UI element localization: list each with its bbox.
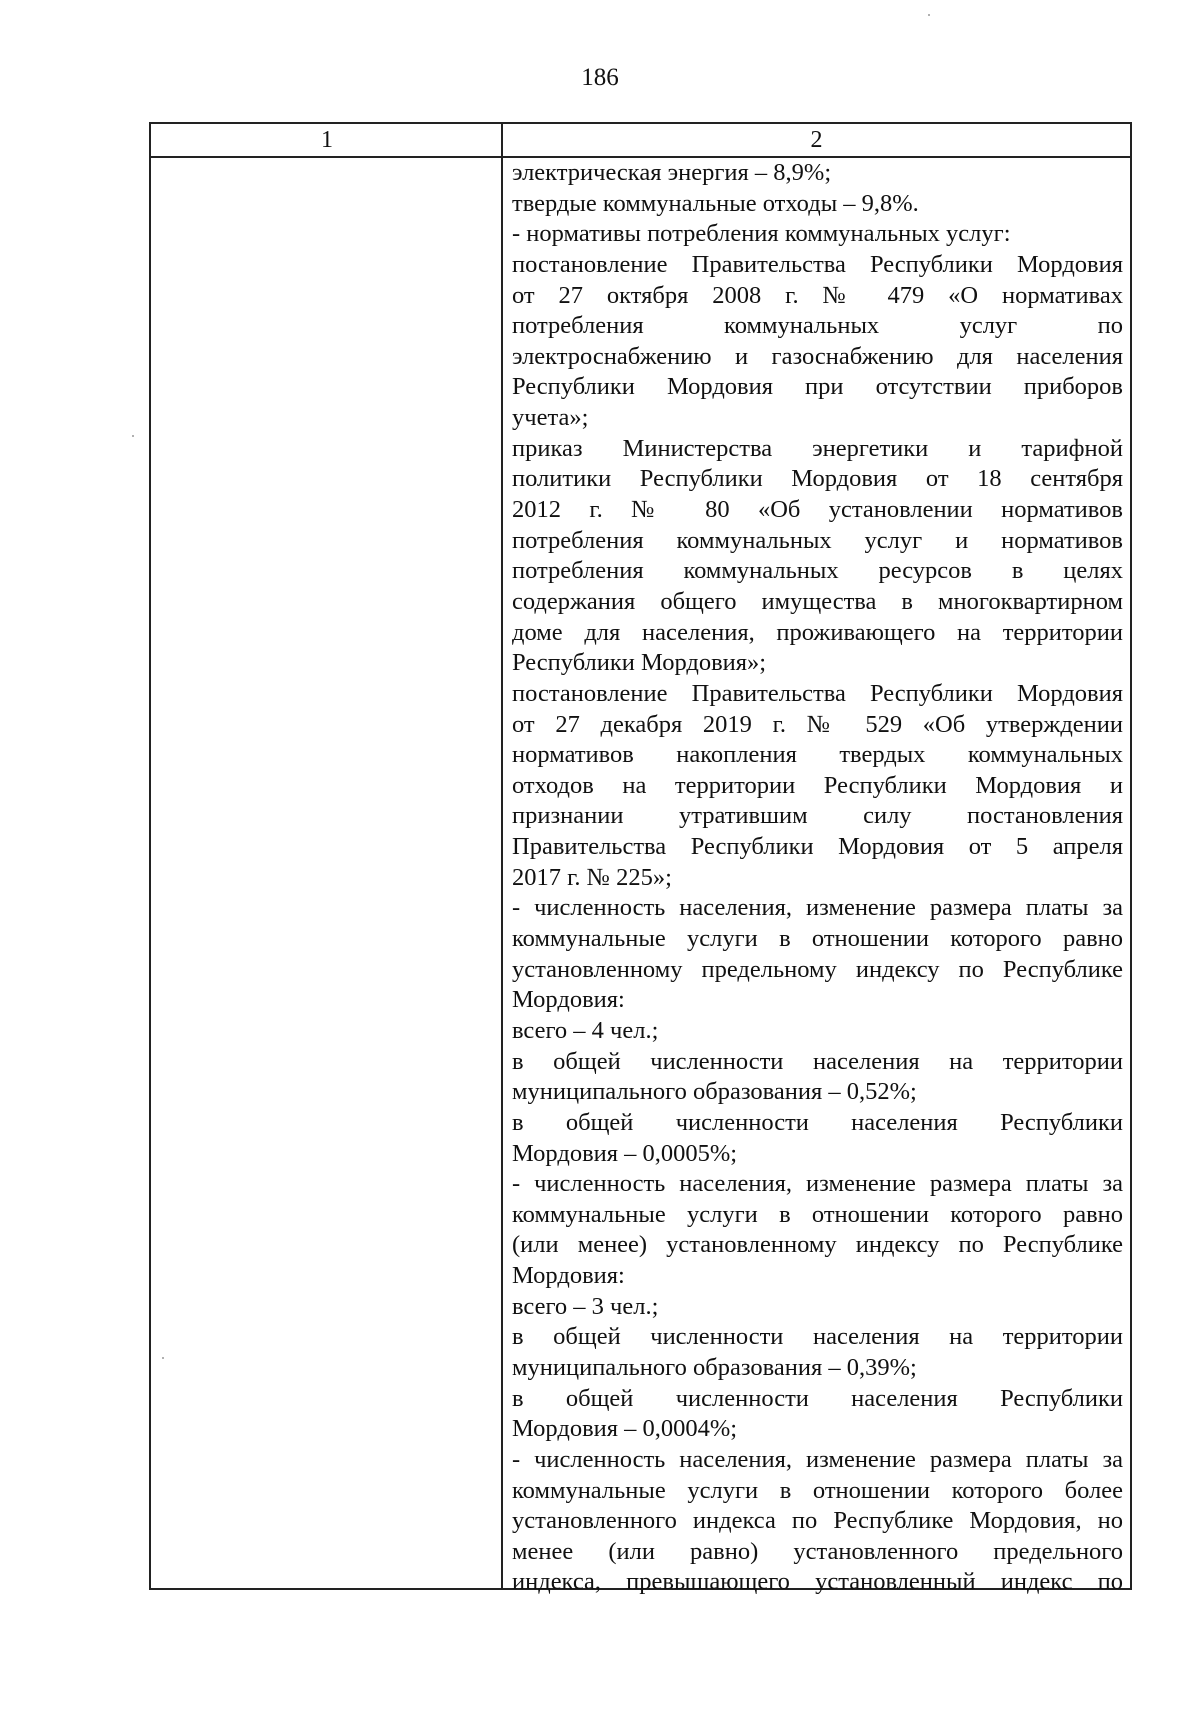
scan-speck [928,14,930,16]
text-line: постановление Правительства Республики Мордовия [512,250,1123,278]
text-line: потребления коммунальных услуг и нормативов [512,526,1123,554]
text-line: в общей численности населения Республики [512,1384,1123,1412]
text-line: (или менее) установленному индексу по Республике [512,1231,1123,1259]
document-table [149,122,1132,1596]
text-line: - численность населения, изменение размера платы за [512,1170,1123,1198]
table-header-col-2: 2 [810,127,823,153]
text-line: потребления коммунальных ресурсов в целях [512,557,1123,585]
text-line: установленного индекса по Республике Мордовия, но [512,1507,1123,1535]
table-col-2-cell [512,158,1123,1598]
text-line: от 27 декабря 2019 г. № 529 «Об утверждении [512,710,1123,738]
text-line: Республики Мордовия»; [512,649,767,677]
text-line: потребления коммунальных услуг по [512,312,1123,340]
text-line: Мордовия: [512,1262,625,1290]
text-line: коммунальные услуги в отношении которого равно [512,1200,1123,1228]
text-line: в общей численности населения Республики [512,1108,1123,1136]
text-line: нормативов накопления твердых коммунальных [512,741,1123,769]
scan-speck [132,435,134,437]
text-line: Мордовия – 0,0004%; [512,1415,738,1443]
text-line: доме для населения, проживающего на территории [512,618,1123,646]
text-line: всего – 3 чел.; [512,1292,659,1320]
text-line: установленному предельному индексу по Республике [512,955,1123,983]
text-line: учета»; [512,404,589,432]
column-divider [501,124,503,1588]
scan-speck [162,1357,164,1359]
text-line: твердые коммунальные отходы – 9,8%. [512,189,919,217]
text-line: 2012 г. № 80 «Об установлении нормативов [512,496,1123,524]
text-line: всего – 4 чел.; [512,1016,659,1044]
text-line: - нормативы потребления коммунальных услуг: [512,220,1011,248]
text-line: коммунальные услуги в отношении которого равно [512,925,1123,953]
table-header-row [151,124,1130,158]
text-line: - численность населения, изменение размера платы за [512,1445,1123,1473]
text-line: - численность населения, изменение размера платы за [512,894,1123,922]
text-line: электроснабжению и газоснабжению для населения [512,342,1123,370]
text-line: Республики Мордовия при отсутствии приборов [512,373,1123,401]
text-line: муниципального образования – 0,52%; [512,1078,917,1106]
text-line: политики Республики Мордовия от 18 сентября [512,465,1123,493]
text-line: в общей численности населения на территории [512,1323,1123,1351]
text-line: Мордовия: [512,986,625,1014]
table-header-col-1: 1 [321,127,333,153]
text-line: 2017 г. № 225»; [512,863,672,891]
text-line: коммунальные услуги в отношении которого более [512,1476,1123,1504]
text-line: от 27 октября 2008 г. № 479 «О нормативах [512,281,1123,309]
text-line: электрическая энергия – 8,9%; [512,159,832,186]
text-line: приказ Министерства энергетики и тарифной [512,434,1123,462]
text-line: муниципального образования – 0,39%; [512,1353,917,1381]
text-line: в общей численности населения на территории [512,1047,1123,1075]
text-line: Мордовия – 0,0005%; [512,1139,738,1167]
text-line: содержания общего имущества в многоквартирном [512,587,1123,615]
text-line: менее (или равно) установленного предельного [512,1537,1123,1565]
text-line: Правительства Республики Мордовия от 5 апреля [512,833,1123,861]
text-line: постановление Правительства Республики Мордовия [512,679,1123,707]
text-line: индекса, превышающего установленный индекс по [512,1568,1123,1596]
text-line: признании утратившим силу постановления [512,802,1123,830]
page-number: 186 [581,64,619,91]
text-line: отходов на территории Республики Мордовия и [512,771,1123,799]
